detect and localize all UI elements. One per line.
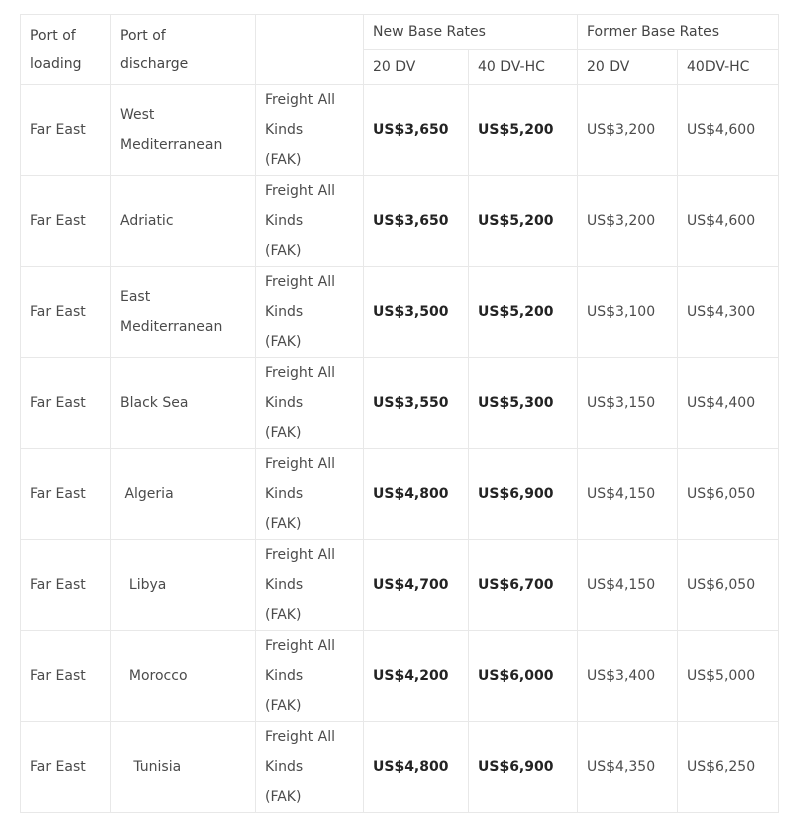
former-rate-20dv-cell: US$4,150 <box>578 540 678 631</box>
service-cell <box>256 540 364 631</box>
new-rate-20dv-cell: US$4,800 <box>364 722 469 813</box>
service-cell <box>256 631 364 722</box>
new-rate-40dvhc-cell: US$5,200 <box>469 176 578 267</box>
table-row <box>21 176 779 267</box>
former-rate-20dv-cell: US$3,200 <box>578 176 678 267</box>
former-rate-20dv-cell: US$3,100 <box>578 267 678 358</box>
header-former-20dv: 20 DV <box>578 50 678 85</box>
former-rate-40dvhc-cell: US$4,600 <box>678 85 779 176</box>
service-label: Freight All Kinds (FAK) <box>265 456 336 532</box>
service-cell <box>256 85 364 176</box>
service-cell <box>256 358 364 449</box>
header-former-base-rates: Former Base Rates <box>578 15 779 50</box>
header-row-groups <box>21 15 779 50</box>
table-row <box>21 358 779 449</box>
service-label: Freight All Kinds (FAK) <box>265 729 336 805</box>
former-rate-20dv-cell: US$4,350 <box>578 722 678 813</box>
new-rate-20dv-cell: US$4,200 <box>364 631 469 722</box>
former-rate-40dvhc-cell: US$6,050 <box>678 449 779 540</box>
new-rate-40dvhc-cell: US$6,700 <box>469 540 578 631</box>
port-of-loading-cell: Far East <box>21 85 111 176</box>
former-rate-20dv-cell: US$4,150 <box>578 449 678 540</box>
table-header <box>21 15 779 85</box>
header-port-of-discharge <box>111 15 256 85</box>
port-of-loading-cell: Far East <box>21 176 111 267</box>
new-rate-20dv-cell: US$3,650 <box>364 85 469 176</box>
table-row <box>21 540 779 631</box>
former-rate-20dv-cell: US$3,400 <box>578 631 678 722</box>
port-of-discharge-cell: Libya <box>111 540 256 631</box>
new-rate-40dvhc-cell: US$5,200 <box>469 267 578 358</box>
service-cell <box>256 449 364 540</box>
header-former-40dvhc: 40DV-HC <box>678 50 779 85</box>
former-rate-40dvhc-cell: US$6,050 <box>678 540 779 631</box>
new-rate-40dvhc-cell: US$5,200 <box>469 85 578 176</box>
new-rate-40dvhc-cell: US$6,900 <box>469 722 578 813</box>
service-cell <box>256 722 364 813</box>
header-service-empty <box>256 15 364 85</box>
service-label: Freight All Kinds (FAK) <box>265 547 336 623</box>
former-rate-40dvhc-cell: US$6,250 <box>678 722 779 813</box>
port-of-loading-cell: Far East <box>21 449 111 540</box>
table-row <box>21 631 779 722</box>
port-of-discharge-cell: West Mediterranean <box>111 85 256 176</box>
port-of-discharge-cell: Black Sea <box>111 358 256 449</box>
new-rate-40dvhc-cell: US$6,900 <box>469 449 578 540</box>
new-rate-40dvhc-cell: US$6,000 <box>469 631 578 722</box>
new-rate-20dv-cell: US$3,500 <box>364 267 469 358</box>
new-rate-20dv-cell: US$3,550 <box>364 358 469 449</box>
service-label: Freight All Kinds (FAK) <box>265 365 336 441</box>
port-of-discharge-cell: Tunisia <box>111 722 256 813</box>
port-of-discharge-cell: East Mediterranean <box>111 267 256 358</box>
table-row <box>21 85 779 176</box>
service-label: Freight All Kinds (FAK) <box>265 183 336 259</box>
former-rate-40dvhc-cell: US$4,400 <box>678 358 779 449</box>
header-port-of-discharge-label: Port of discharge <box>120 27 189 72</box>
service-label: Freight All Kinds (FAK) <box>265 92 336 168</box>
table-row <box>21 267 779 358</box>
rates-table-body <box>21 85 779 813</box>
port-of-loading-cell: Far East <box>21 540 111 631</box>
header-port-of-loading <box>21 15 111 85</box>
port-of-discharge-cell: Algeria <box>111 449 256 540</box>
service-label: Freight All Kinds (FAK) <box>265 274 336 350</box>
service-cell <box>256 176 364 267</box>
former-rate-40dvhc-cell: US$5,000 <box>678 631 779 722</box>
port-of-discharge-cell: Morocco <box>111 631 256 722</box>
header-new-base-rates: New Base Rates <box>364 15 578 50</box>
freight-rates-table <box>20 14 779 813</box>
port-of-loading-cell: Far East <box>21 358 111 449</box>
header-new-40dvhc: 40 DV-HC <box>469 50 578 85</box>
former-rate-20dv-cell: US$3,150 <box>578 358 678 449</box>
new-rate-20dv-cell: US$3,650 <box>364 176 469 267</box>
port-of-loading-cell: Far East <box>21 267 111 358</box>
former-rate-40dvhc-cell: US$4,300 <box>678 267 779 358</box>
new-rate-40dvhc-cell: US$5,300 <box>469 358 578 449</box>
port-of-loading-cell: Far East <box>21 631 111 722</box>
port-of-loading-cell: Far East <box>21 722 111 813</box>
service-cell <box>256 267 364 358</box>
new-rate-20dv-cell: US$4,800 <box>364 449 469 540</box>
port-of-discharge-cell: Adriatic <box>111 176 256 267</box>
former-rate-20dv-cell: US$3,200 <box>578 85 678 176</box>
header-new-20dv: 20 DV <box>364 50 469 85</box>
former-rate-40dvhc-cell: US$4,600 <box>678 176 779 267</box>
new-rate-20dv-cell: US$4,700 <box>364 540 469 631</box>
header-port-of-loading-label: Port of loading <box>30 27 82 72</box>
table-row <box>21 449 779 540</box>
table-row <box>21 722 779 813</box>
service-label: Freight All Kinds (FAK) <box>265 638 336 714</box>
